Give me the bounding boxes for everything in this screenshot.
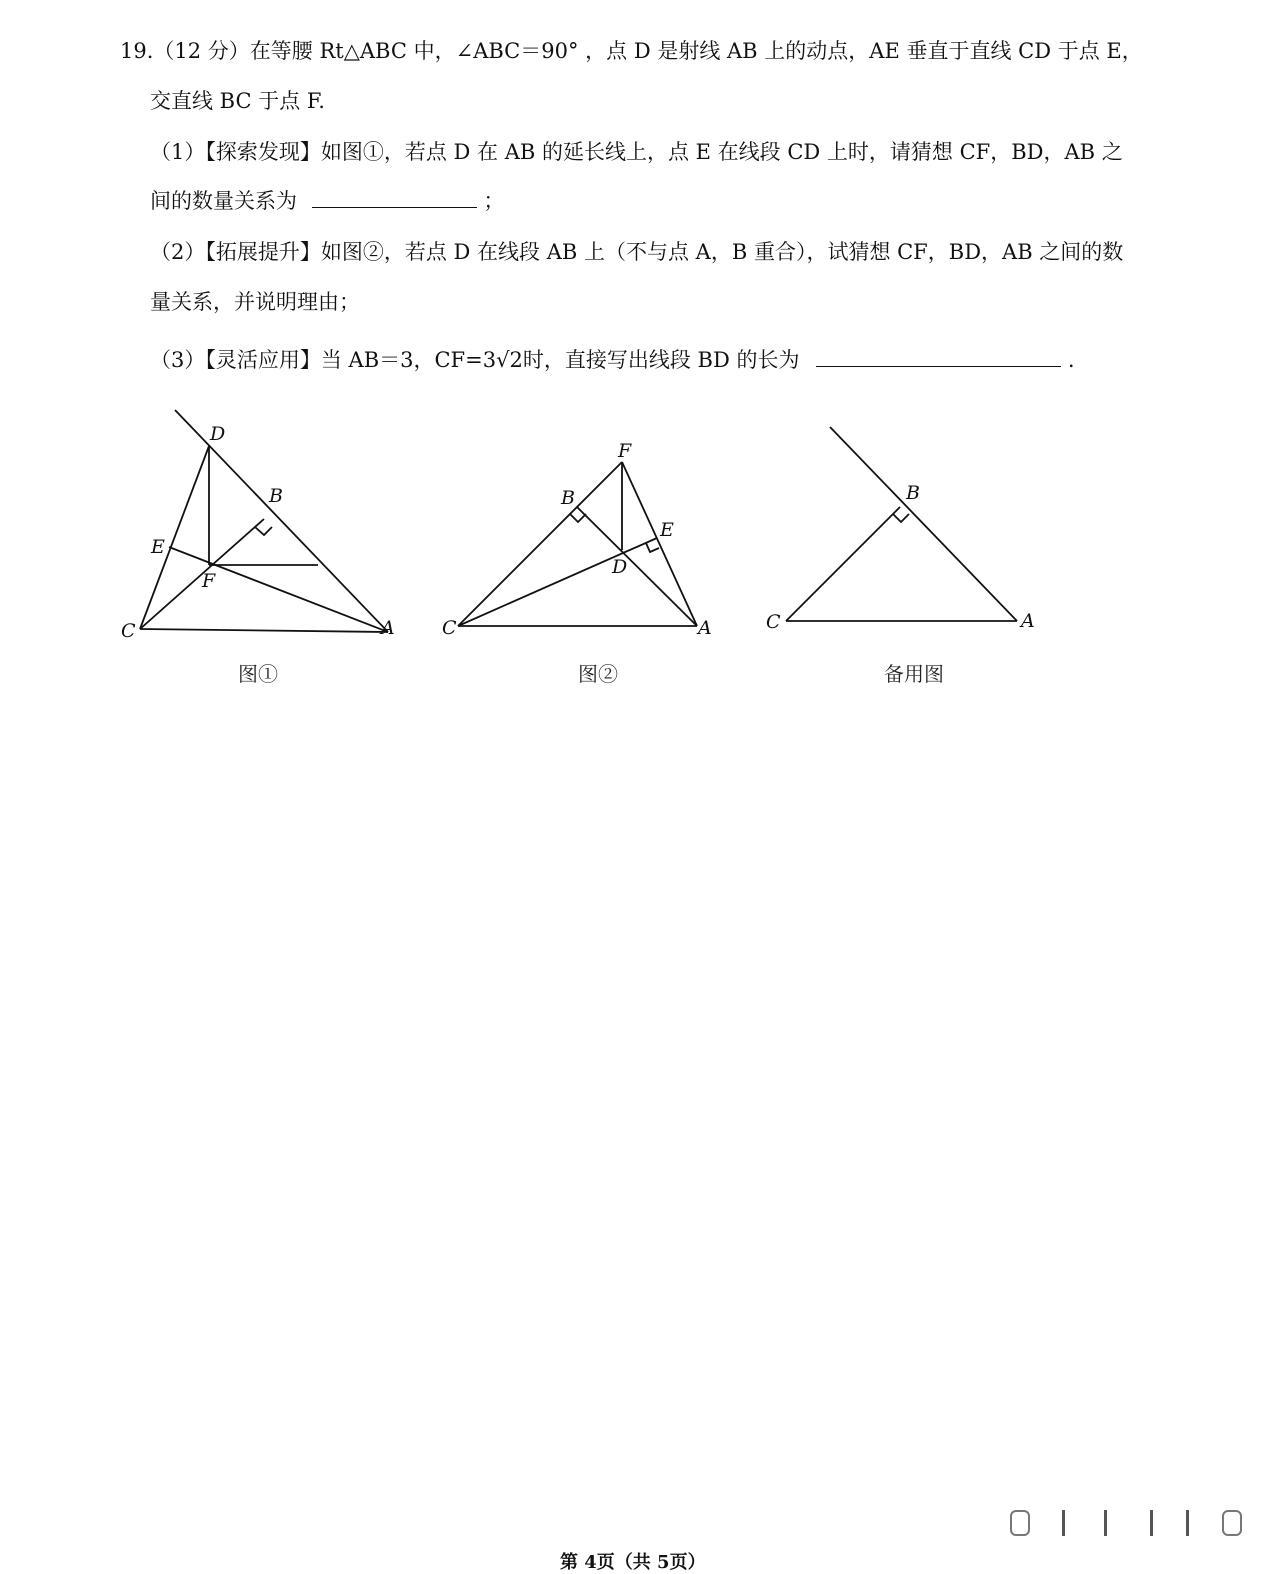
part3-prefix: （3）【灵活应用】当 AB＝3，CF=3√2时，直接写出线段 BD 的长为 bbox=[150, 348, 800, 372]
part3-answer-blank[interactable] bbox=[816, 346, 1061, 367]
fig3-right-angle-mark bbox=[893, 514, 909, 522]
part2-line1: （2）【拓展提升】如图②，若点 D 在线段 AB 上（不与点 A，B 重合），试猜想 CF，BD，AB 之间的数 bbox=[150, 240, 1124, 264]
part1-line1: （1）【探索发现】如图①，若点 D 在 AB 的延长线上，点 E 在线段 CD 上时，请猜想 CF，BD，AB 之 bbox=[150, 140, 1123, 164]
scan-mark-left bbox=[1010, 1510, 1030, 1536]
fig2-line-fa bbox=[622, 462, 697, 626]
part2-line2: 量关系，并说明理由； bbox=[150, 290, 360, 314]
fig1-label-a: A bbox=[381, 617, 395, 639]
part3-suffix: . bbox=[1067, 348, 1075, 372]
scan-mark-bar bbox=[1150, 1510, 1153, 1536]
fig2-label-f: F bbox=[618, 440, 632, 462]
fig1-label-d: D bbox=[210, 423, 226, 445]
fig1-caption: 图① bbox=[238, 662, 278, 686]
part1-answer-blank[interactable] bbox=[312, 187, 477, 208]
figure-2-diagram bbox=[458, 462, 697, 626]
fig2-label-c: C bbox=[442, 617, 457, 639]
fig1-label-c: C bbox=[121, 620, 136, 642]
fig3-caption: 备用图 bbox=[884, 662, 944, 686]
fig3-label-b: B bbox=[906, 482, 920, 504]
figure-1-diagram bbox=[140, 410, 388, 632]
part1-line2 bbox=[150, 186, 504, 216]
scan-mark-bar bbox=[1104, 1510, 1107, 1536]
figure-3-diagram bbox=[786, 427, 1017, 621]
fig1-line-ca bbox=[140, 629, 388, 632]
fig2-label-e: E bbox=[660, 519, 674, 541]
fig2-label-a: A bbox=[698, 617, 712, 639]
part3-line bbox=[150, 345, 1075, 375]
fig3-line-ab-extended bbox=[830, 427, 1017, 621]
fig2-right-angle-mark-e bbox=[646, 543, 659, 552]
fig3-label-a: A bbox=[1021, 610, 1035, 632]
part1-suffix: ； bbox=[483, 189, 505, 213]
fig2-right-angle-mark-b bbox=[570, 514, 586, 522]
fig2-line-ba bbox=[577, 507, 697, 626]
fig2-line-cf bbox=[458, 462, 622, 626]
scan-mark-bar bbox=[1186, 1510, 1189, 1536]
fig2-caption: 图② bbox=[578, 662, 618, 686]
fig1-right-angle-mark bbox=[255, 527, 272, 535]
geometry-figures bbox=[0, 395, 1280, 695]
part1-prefix: 间的数量关系为 bbox=[150, 189, 297, 213]
fig3-line-cb bbox=[786, 507, 900, 621]
question-stem-line1: 19.（12 分）在等腰 Rt△ABC 中，∠ABC＝90° ，点 D 是射线 AB 上的动点，AE 垂直于直线 CD 于点 E， bbox=[120, 39, 1143, 63]
question-stem-line2: 交直线 BC 于点 F. bbox=[150, 89, 325, 113]
fig1-label-f: F bbox=[202, 570, 216, 592]
scan-mark-bar bbox=[1062, 1510, 1065, 1536]
fig1-label-b: B bbox=[269, 485, 283, 507]
fig2-label-d: D bbox=[612, 556, 628, 578]
fig2-label-b: B bbox=[561, 487, 575, 509]
scan-marks bbox=[1010, 1510, 1260, 1540]
page-footer: 第 4页（共 5页） bbox=[560, 1552, 706, 1573]
fig1-label-e: E bbox=[151, 536, 165, 558]
fig1-line-ad bbox=[175, 410, 388, 632]
fig3-label-c: C bbox=[766, 611, 781, 633]
fig2-line-ce bbox=[458, 538, 657, 626]
scan-mark-right bbox=[1222, 1510, 1242, 1536]
